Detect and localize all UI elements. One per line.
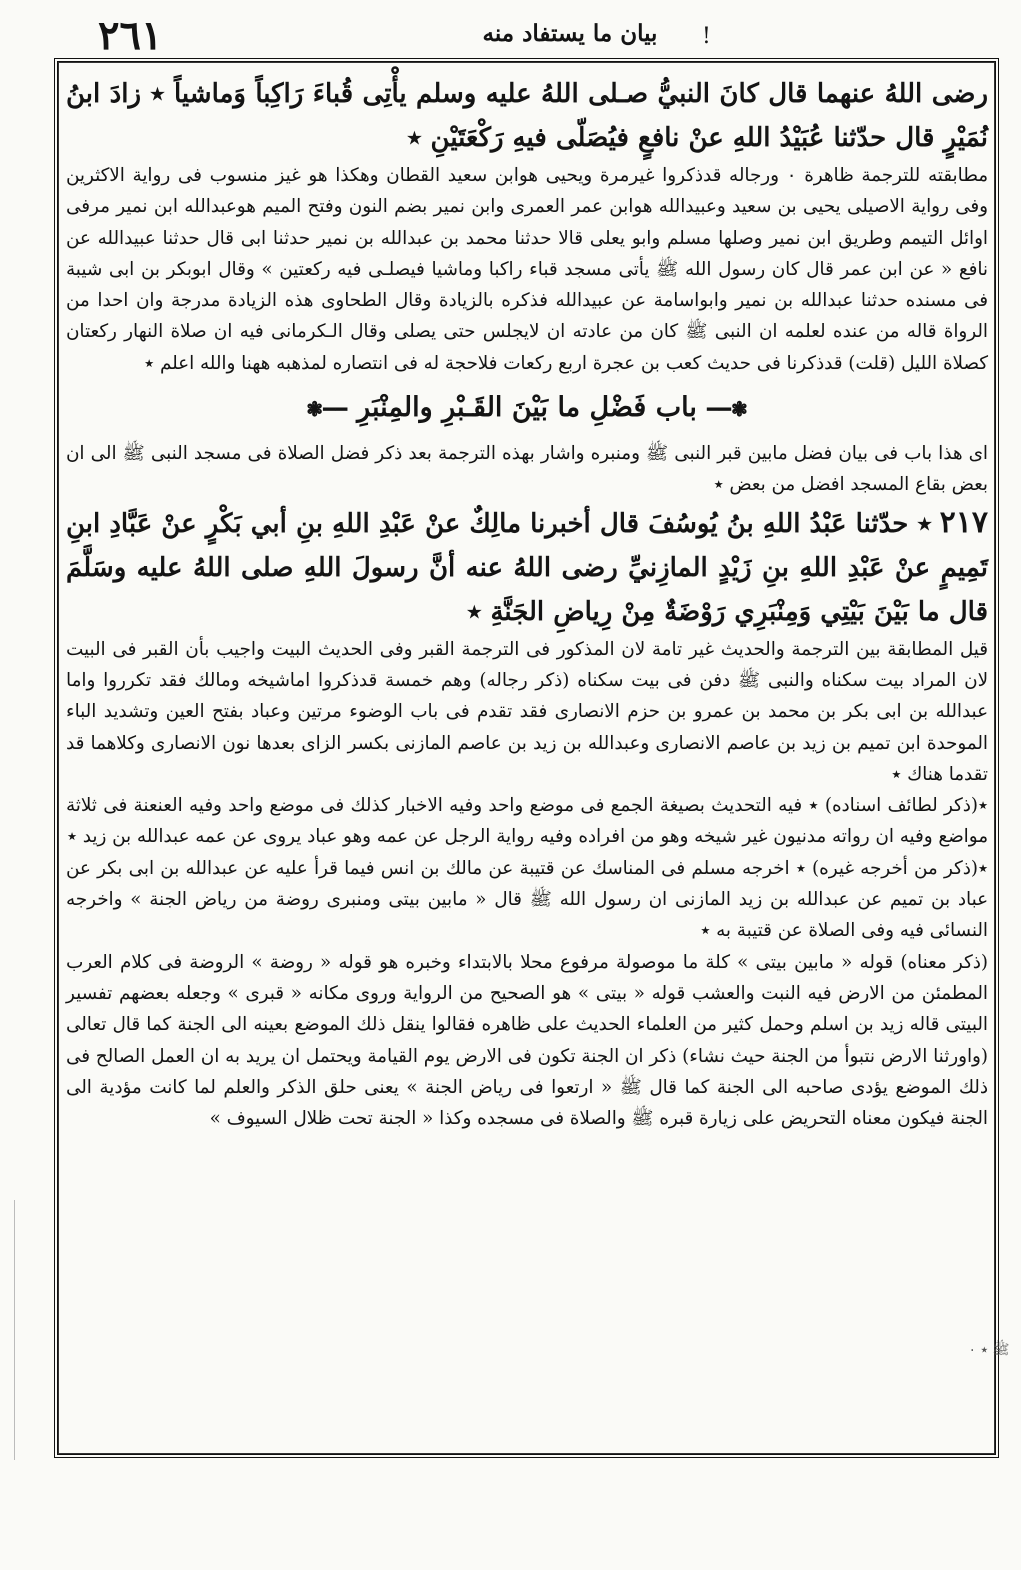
hadith-text (66, 501, 988, 634)
hadith-text: رضى اللهُ عنهما قال كانَ النبيُّ صـلى اللهُ عليه وسلم يأْتِى قُباءَ رَاكِباً وَماشياً ٭ زادَ ابنُ نُمَيْرٍ قال حدّثنا عُبَيْدُ اللهِ عنْ نافعٍ فيُصَلّى فيهِ رَكْعَتَيْنِ ٭ (66, 79, 988, 153)
commentary-paragraph: مطابقته للترجمة ظاهرة ۰ ورجاله قدذكروا غيرمرة ويحيى هوابن سعيد القطان وهكذا هو غيز منسوب فى رواية الاكثرين وفى رواية الاصيلى يحيى بن سعيد وعبيدالله هوابن عمر العمرى وابن نمير بضم النون وفتح الميم هوعبدالله ابن نمير مرفى اوائل التيمم وطريق ابن نمير وصلها مسلم وابو يعلى قالا حدثنا محمد بن عبدالله بن نمير حدثنا ابى قال حدثنا عبيدالله عن نافع « عن ابن عمر قال كان رسول الله ﷺ يأتى مسجد قباء راكبا وماشيا فيصلـى فيه ركعتين » وقال ابوبكر بن ابى شيبة فى مسنده حدثنا عبدالله بن نمير وابواسامة عن عبيدالله فذكره بالزيادة وقال الطحاوى هذه الزيادة مدرجة وان احدا من الرواة قاله من عنده لعلمه ان النبى ﷺ كان من عادته ان لايجلس حتى يصلى وقال الـكرمانى فيه ان صلاة النهار ركعتان كصلاة الليل (قلت) قدذكرنا فى حديث كعب بن عجرة اربع ركعات فلاحجة له فى انتصاره لمذهبه ههنا والله اعلم ٭ (66, 165, 988, 374)
page-number: ٢٦١ (98, 12, 163, 59)
margin-notes: ﷺ ٭ ۰ (968, 1342, 1010, 1358)
commentary-paragraph: ٭(ذكر من أخرجه غيره) ٭ اخرجه مسلم فى المناسك عن قتيبة عن مالك بن انس فيما قرأ عليه عن عبدالله بن ابى بكر عن عباد بن تميم عن عبدالله بن زيد المازنى ان رسول الله ﷺ قال « مابين بيتى ومنبرى روضة من رياض الجنة » واخرجه النسائى فيه وفى الصلاة عن قتيبة به ٭ (66, 857, 988, 942)
chapter-title: باب فَضْلِ ما بَيْنَ القَـبْرِ والمِنْبَرِ (357, 392, 697, 424)
ornament-icon: ━━❃ (306, 397, 348, 422)
commentary-paragraph: ٭(ذكر لطائف اسناده) ٭ فيه التحديث بصيغة الجمع فى موضع واحد وفيه الاخبار كذلك فى موضع واحد وفيه العنعنة فى ثلاثة مواضع وفيه ان رواته مدنيون غير شيخه وهو من افراده وفيه رواية الرجل عن عمه وهو عباد يروى عن عمه عبدالله بن زيد ٭ (66, 795, 988, 848)
margin-rule (14, 1200, 15, 1460)
hadith-body: ٭ حدّثنا عَبْدُ اللهِ بنُ يُوسُفَ قال أخبرنا مالِكٌ عنْ عَبْدِ اللهِ بنِ أبي بَكْرٍ عنْ عَبَّادِ ابنِ تَمِيمٍ عنْ عَبْدِ اللهِ بنِ زَيْدٍ المازِنيِّ رضى اللهُ عنه أنَّ رسولَ اللهِ صلى اللهُ عليه وسَلَّمَ قال ما بَيْنَ بَيْتِي وَمِنْبَرِي رَوْضَةٌ مِنْ رِياضِ الجَنَّةِ ٭ (66, 508, 988, 627)
running-mark: ! (702, 24, 711, 49)
hadith-number: ۲۱۷ (939, 504, 988, 540)
running-title: بيان ما يستفاد منه (482, 20, 658, 47)
page-header (40, 6, 1000, 58)
ornament-icon: ❃━━ (706, 397, 748, 422)
chapter-heading (66, 383, 988, 434)
commentary-paragraph: قيل المطابقة بين الترجمة والحديث غير تامة لان المذكور فى الترجمة القبر وفى الحديث البيت واجيب بأن القبر فى البيت لان المراد بيت سكناه والنبى ﷺ دفن فى بيت سكناه (ذكر رجاله) وهم خمسة قدذكروا اماشيخه ومالك فقد تكرروا واما عبدالله بن ابى بكر بن محمد بن عمرو بن حزم الانصارى فقد تقدم فى باب الوضوء مرتين وعباد بفتح العين وتشديد الباء الموحدة ابن تميم بن زيد بن عاصم الانصارى وعبدالله بن زيد بن عاصم المازنى بكسر الزاى بعدها نون الانصارى وكلاهما قد تقدما هناك ٭ (66, 638, 988, 785)
commentary-paragraph: اى هذا باب فى بيان فضل مابين قبر النبى ﷺ ومنبره واشار بهذه الترجمة بعد ذكر فضل الصلاة فى مسجد النبى ﷺ الى ان بعض بقاع المسجد افضل من بعض ٭ (66, 443, 988, 496)
commentary-paragraph: (ذكر معناه) قوله « مابين بيتى » كلة ما موصولة مرفوع محلا بالابتداء وخبره هو قوله « روضة » الروضة فى كلام العرب المطمئن من الارض فيه النبت والعشب قوله « بيتى » هو الصحيح من الرواية وروى مكانه « قبرى » وجعله بعضهم تفسير البيتى قاله زيد بن اسلم وحمل كثير من العلماء الحديث على ظاهره فقالوا ينقل ذلك الموضع بعينه الى الجنة كما قال تعالى (واورثنا الارض نتبوأ من الجنة حيث نشاء) ذكر ان الجنة تكون فى الارض يوم القيامة ويحتمل ان يريد به ان العمل الصالح فى ذلك الموضع يؤدى صاحبه الى الجنة كما قال ﷺ « ارتعوا فى رياض الجنة » يعنى حلق الذكر والعلم لما كانت مؤدية الى الجنة فيكون معناه التحريض على زيارة قبره ﷺ والصلاة فى مسجده وكذا « الجنة تحت ظلال السيوف » (66, 951, 988, 1130)
page-body (66, 72, 988, 1134)
